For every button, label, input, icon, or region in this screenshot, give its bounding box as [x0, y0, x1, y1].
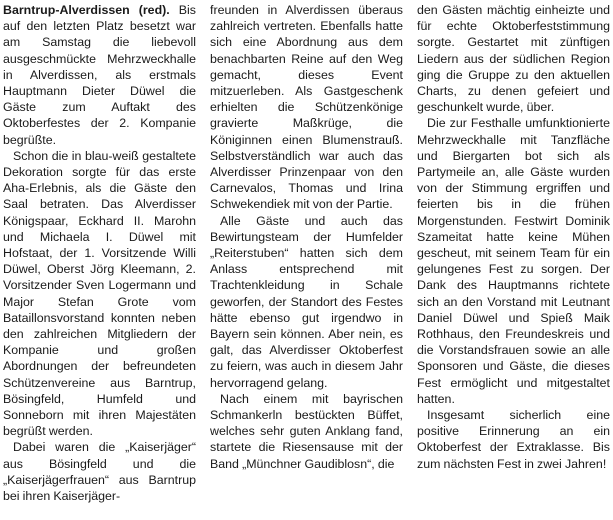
article-column-3: [417, 2, 610, 472]
paragraph: Nach einem mit bayrischen Schmankerln bestückten Büffet, welches sehr guten Anklang fand, startete die Riesensause mit der Band „Münchner Gaudiblosn“, die: [210, 391, 403, 471]
paragraph: Die zur Festhalle umfunktionierte Mehrzweckhalle mit Tanzfläche und Biergarten bot sich als Partymeile an, alle Gäste wurden von der Stimmung ergriffen und feierten bis in die frühen Morgenstunden. Festwirt Dominik Szameitat hatte keine Mühen gescheut, mit seinem Team für ein gelungenes Fest zu sorgen. Der Dank des Hauptmanns richtete sich an den Vorstand mit Leutnant Daniel Düwel und Spieß Maik Rothhaus, den Freundeskreis und die Vorstandsfrauen sowie an alle Sponsoren und Gäste, die dieses Fest ermöglicht und mitgestaltet hatten.: [417, 116, 610, 406]
paragraph: den Gästen mächtig einheizte und für echte Oktoberfeststimmung sorgte. Gestartet mit zünftigen Liedern aus der südlichen Region ging die Gruppe zu den aktuellen Charts, zu denen gefeiert und geschunkelt wurde, über.: [417, 3, 610, 115]
paragraph: freunden in Alverdissen überaus zahlreich vertreten. Ebenfalls hatte sich eine Abordnung aus dem benachbarten Reine auf den Weg gemacht, dieses Event mitzuerleben. Als Gastgeschenk erhielten die Schützenkönige gravierte Maßkrüge, die Königinnen einen Blumenstrauß. Selbstverständlich war auch das Alverdisser Prinzenpaar von den Carnevalos, Thomas und Irina Schwekendiek mit von der Partie.: [210, 3, 403, 212]
paragraph: [3, 2, 196, 148]
paragraph: Schon die in blau-weiß gestaltete Dekoration sorgte für das erste Aha-Erlebnis, als die Gäste den Saal betraten. Das Alverdisser Königspaar, Eckhard II. Marohn und Michaela I. Düwel mit Hofstaat, der 1. Vorsitzende Willi Düwel, Oberst Jörg Kleemann, 2. Vorsitzender Sven Logermann und Major Stefan Grote vom Bataillonsvorstand konnten neben den zahlreichen Mitgliedern der Kompanie und großen Abordnungen der befreundeten Schützenvereine aus Barntrup, Bösingfeld, Humfeld und Sonneborn mit ihren Majestäten begrüßt werden.: [3, 148, 196, 439]
paragraph: Alle Gäste und auch das Bewirtungsteam der Humfelder „Reiterstuben“ hatten sich dem Anlass entsprechend mit Trachtenkleidung in Schale geworfen, der Standort des Festes hätte ebenso gut irgendwo in Bayern sein können. Aber nein, es galt, das Alverdisser Oktoberfest zu feiern, was auch in diesem Jahr hervorragend gelang.: [210, 213, 403, 390]
paragraph: Dabei waren die „Kaiserjäger“ aus Bösingfeld und die „Kaiserjägerfrauen“ aus Barntrup bei ihren Kaiserjäger-: [3, 440, 196, 504]
article-column-2: [210, 2, 403, 472]
article-column-1: [3, 2, 196, 504]
paragraph: Insgesamt sicherlich eine positive Erinnerung an ein Oktoberfest der Extraklasse. Bis zum nächsten Fest in zwei Jahren!: [417, 408, 610, 471]
paragraph-text: Bis auf den letzten Platz besetzt war am Samstag die liebevoll ausgeschmückte Mehrzweckhalle in Alverdissen, als erstmals Hauptmann Dieter Düwel die Gäste zum Auftakt des Oktoberfestes der 2. Kompanie begrüßte.: [3, 3, 196, 147]
dateline: Barntrup-Alverdissen (red).: [3, 3, 170, 17]
